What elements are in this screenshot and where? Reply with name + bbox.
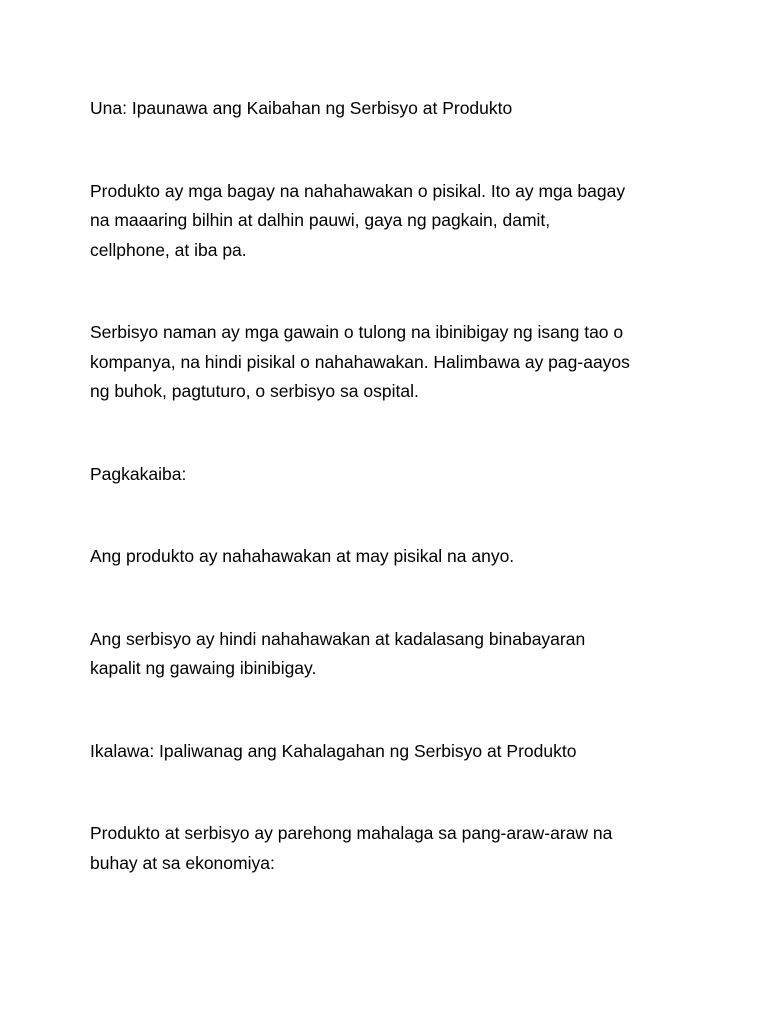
section-heading-una: Una: Ipaunawa ang Kaibahan ng Serbisyo at Produkto (90, 98, 513, 118)
section-heading-ikalawa: Ikalawa: Ipaliwanag ang Kahalagahan ng Serbisyo at Produkto (90, 740, 577, 761)
paragraph-produkto: Produkto ay mga bagay na nahahawakan o pisikal. Ito ay mga bagay na maaaring bilhin at dalhin pauwi, gaya ng pagkain, damit, cellphone, at iba pa. (90, 180, 626, 260)
paragraph-spacer (90, 407, 680, 460)
paragraph-produkto-difference: Ang produkto ay nahahawakan at may pisikal na anyo. (90, 546, 515, 566)
paragraph-serbisyo-difference: Ang serbisyo ay hindi nahahawakan at kadalasang binabayaran kapalit ng gawaing ibinibigay. (90, 628, 586, 678)
paragraph-spacer (90, 489, 680, 542)
paragraph-kahalagahan: Produkto at serbisyo ay parehong mahalaga sa pang-araw-araw na buhay at sa ekonomiya: (90, 823, 613, 873)
document-body (90, 94, 680, 878)
paragraph-spacer (90, 684, 680, 737)
paragraph-pagkakaiba-label: Pagkakaiba: (90, 463, 187, 484)
paragraph-spacer (90, 124, 680, 177)
paragraph-spacer (90, 766, 680, 819)
paragraph-serbisyo: Serbisyo naman ay mga gawain o tulong na ibinibigay ng isang tao o kompanya, na hindi pisikal o nahahawakan. Halimbawa ay pag-aayos ng buhok, pagtuturo, o serbisyo sa ospital. (90, 322, 630, 401)
paragraph-spacer (90, 265, 680, 318)
paragraph-spacer (90, 572, 680, 625)
